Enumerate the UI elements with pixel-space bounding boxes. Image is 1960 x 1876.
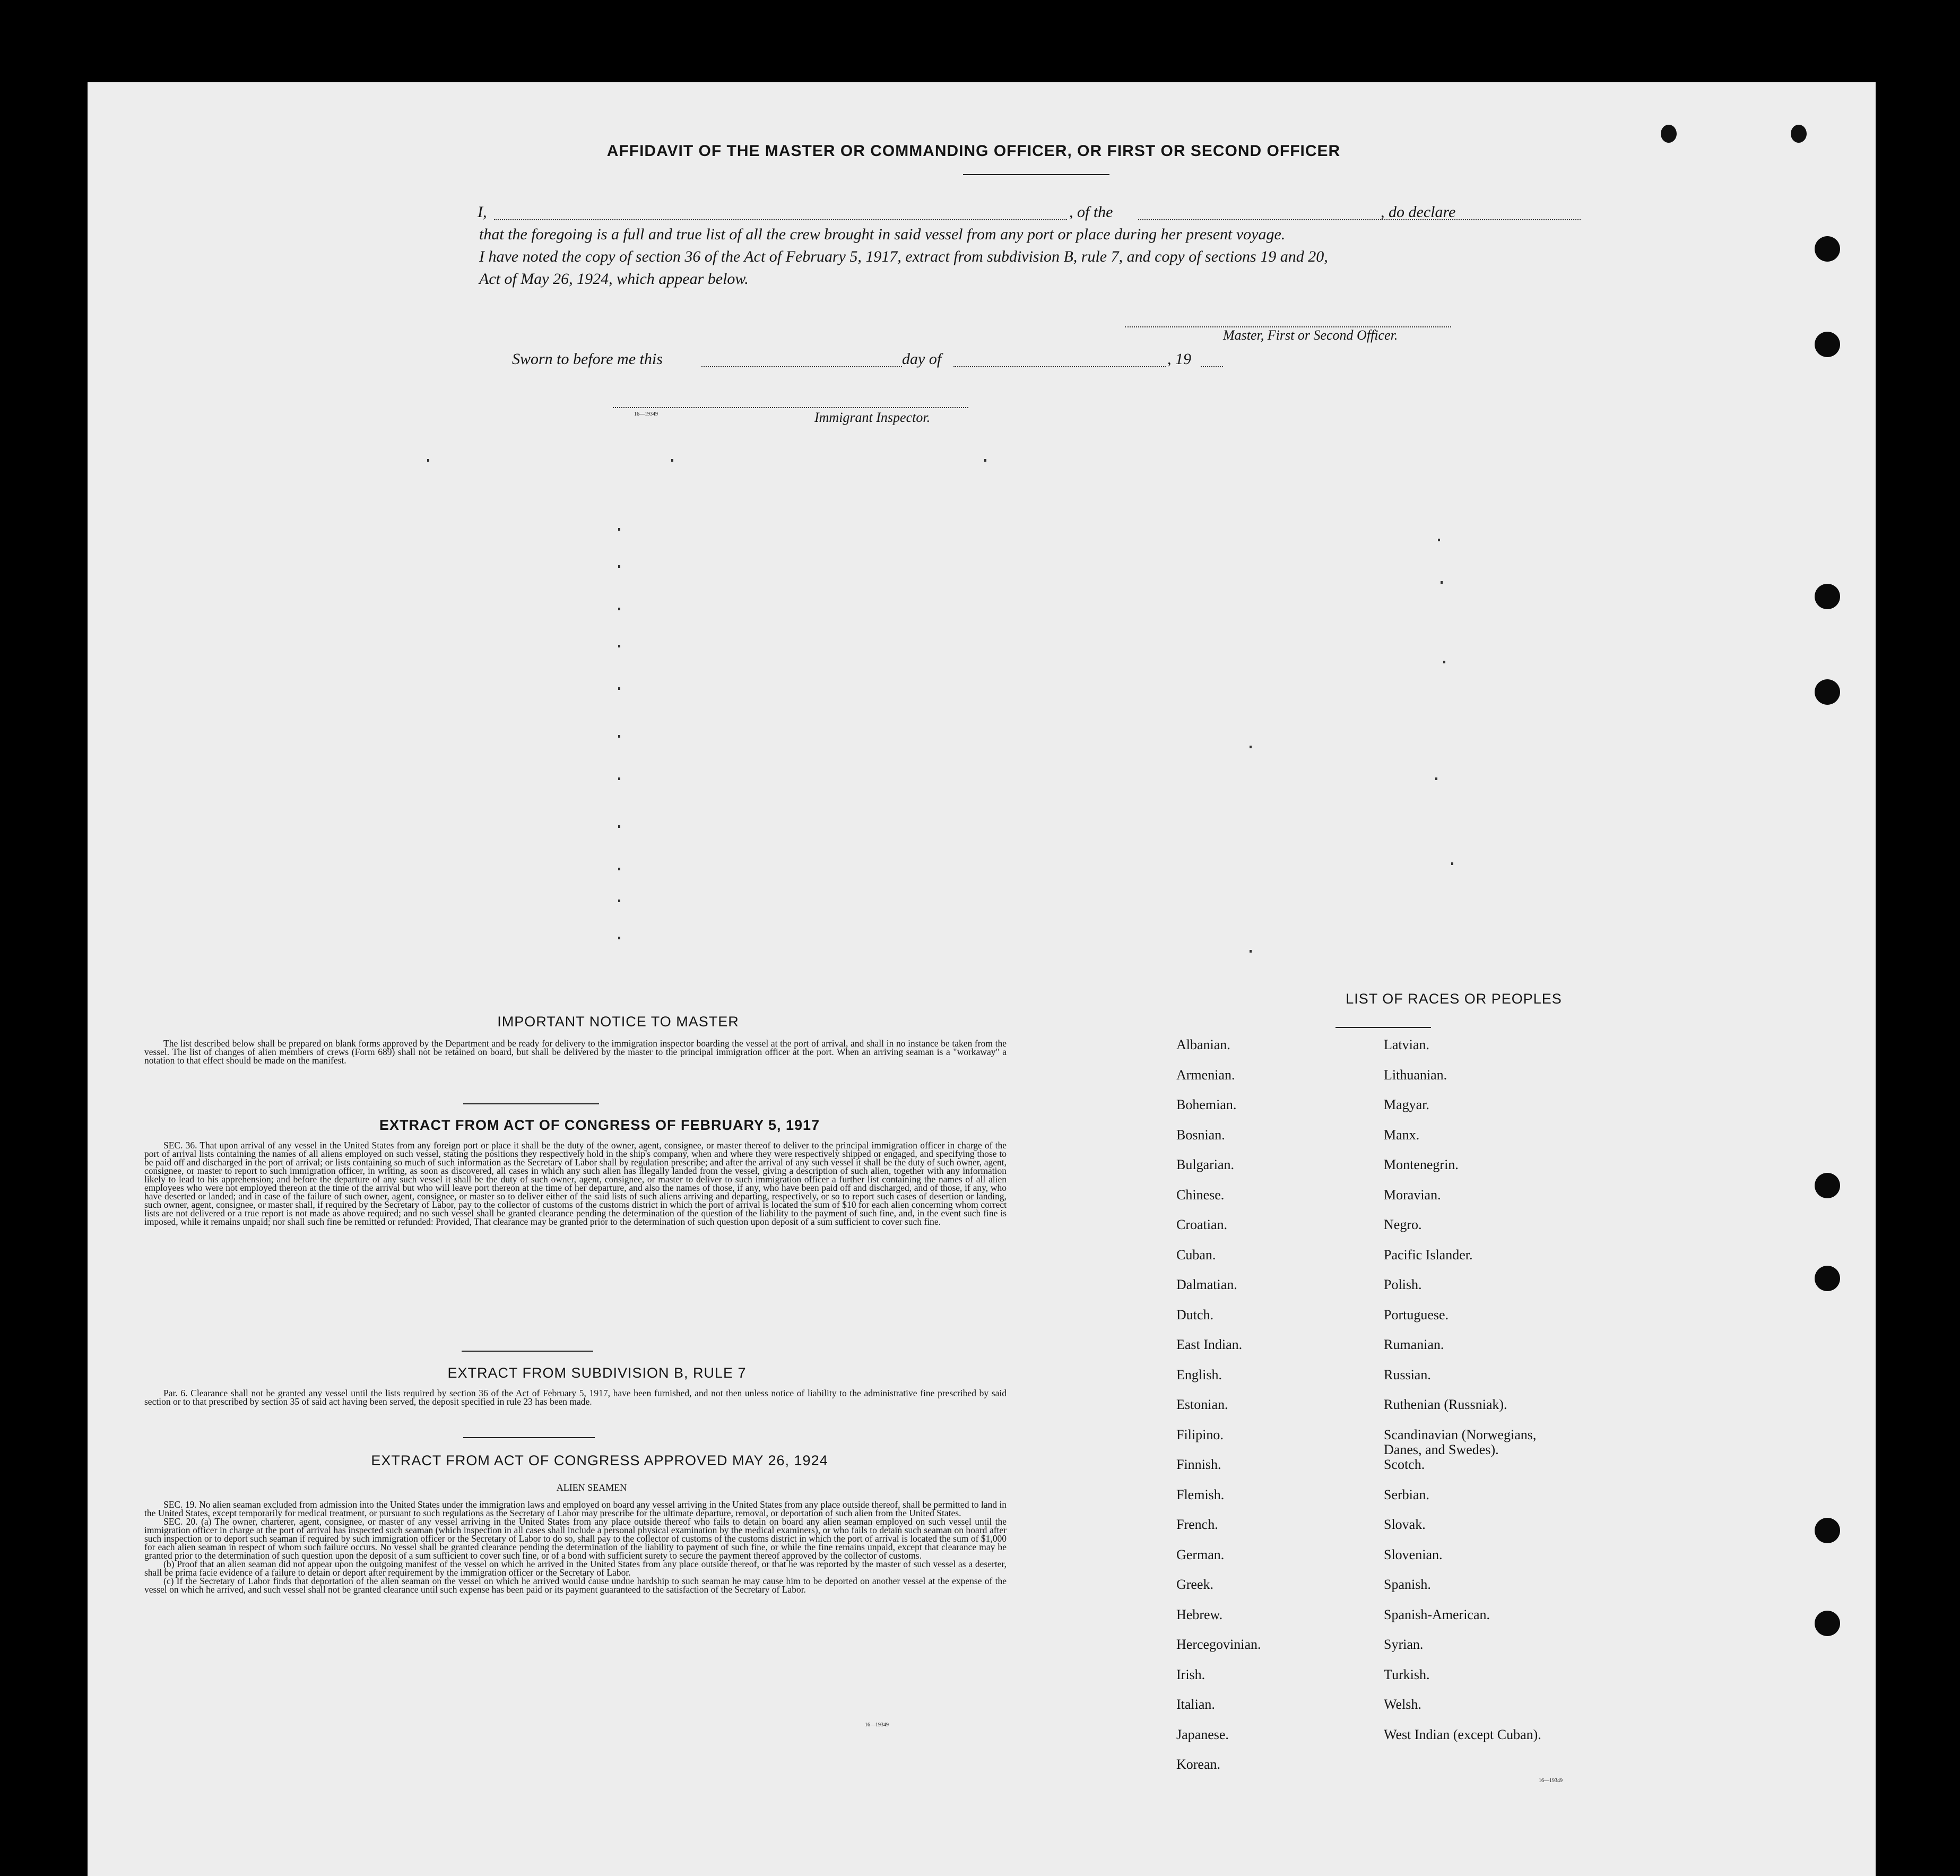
race-item: Armenian. [1176,1067,1235,1083]
day-of-label: day of [902,350,942,368]
declarant-name-field[interactable] [494,219,1067,220]
race-item: Hebrew. [1176,1606,1223,1622]
race-item: Bosnian. [1176,1127,1225,1143]
race-item: French. [1176,1517,1218,1532]
extract-rule7-title: EXTRACT FROM SUBDIVISION B, RULE 7 [447,1365,747,1381]
race-item: Croatian. [1176,1217,1228,1232]
race-item: Scotch. [1384,1457,1425,1472]
race-item: Russian. [1384,1367,1431,1382]
race-item: Estonian. [1176,1397,1228,1412]
binder-hole [1815,584,1840,609]
extract-1924-text [144,1500,1007,1594]
punch-mark [1791,125,1807,143]
race-item: Greek. [1176,1577,1214,1592]
notice-title: IMPORTANT NOTICE TO MASTER [497,1014,739,1030]
punch-mark [1661,125,1677,143]
race-item: Bohemian. [1176,1097,1237,1112]
race-item: Polish. [1384,1277,1422,1292]
race-item: Moravian. [1384,1187,1441,1203]
extract-rule7-rule [463,1437,595,1438]
declaration-line-4: Act of May 26, 1924, which appear below. [479,270,749,288]
race-item: Lithuanian. [1384,1067,1447,1083]
race-item: Hercegovinian. [1176,1637,1261,1652]
races-title: LIST OF RACES OR PEOPLES [1346,991,1562,1007]
race-item: Japanese. [1176,1726,1229,1742]
binder-hole [1815,1266,1840,1291]
races-right-column [1384,1038,1607,1757]
race-item: Bulgarian. [1176,1157,1235,1172]
inspector-signature-line[interactable] [613,407,968,408]
races-left-column [1176,1038,1367,1787]
race-item: Negro. [1384,1217,1422,1232]
declaration-line-2: that the foregoing is a full and true list of all the crew brought in said vessel from any port or place during her present voyage. [479,226,1286,243]
race-item: Flemish. [1176,1486,1225,1502]
binder-hole [1815,1173,1840,1198]
document-sheet [88,82,1876,1876]
extract-1924-title: EXTRACT FROM ACT OF CONGRESS APPROVED MAY 26, 1924 [371,1453,828,1468]
notice-rule [463,1103,599,1104]
race-item: Pacific Islander. [1384,1247,1473,1263]
sworn-label: Sworn to before me this [512,350,663,368]
race-item: Portuguese. [1384,1307,1449,1322]
section-36-paragraph: SEC. 36. That upon arrival of any vessel in the United States from any foreign port or place it shall be the duty of the owner, agent, consignee, or master thereof to deliver to the principal immigration officer in charge of the port of arrival lists containing the names of all aliens employed on such vessel, stating the positions they respectively hold in the ship's company, when and where they were respectively shipped or engaged, and specifying those to be paid off and discharged in the port of arrival; or lists containing so much of such information as the Secretary of Labor shall by regulation prescribe; and after the arrival of any such vessel it shall be the duty of such owner, agent, consignee, or master to report to such immigration officer, in writing, as soon as discovered, all cases in which any such alien has illegally landed from the vessel, giving a description of such alien, together with any information likely to lead to his apprehension; and before the departure of any such vessel it shall be the duty of such owner, agent, consignee, or master to deliver to such immigration officer a further list containing the names of all alien employees who were not employed thereon at the time of the arrival but who will leave port thereon at the time of her departure, and also the names of those, if any, who have been paid off and discharged, and of those, if any, who have deserted or landed; and in case of the failure of such owner, agent, consignee, or master so to deliver either of the said lists of such aliens arriving and departing, respectively, or so to report such cases of desertion or landing, such owner, agent, consignee, or master shall, if required by the Secretary of Labor, pay to the collector of customs of the customs district in which the port of arrival is located the sum of $10 for each alien concerning whom correct lists are not delivered or a true report is not made as above required; and no such vessel shall be granted clearance pending the determination of the question of the liability to the payment of such fine, and, in the event such fine is imposed, while it remains unpaid; nor shall such fine be remitted or refunded: Provided, That clearance may be granted prior to the determination of such question upon deposit of a sum sufficient to cover such fine. [144,1140,1007,1227]
race-item: Welsh. [1384,1697,1421,1712]
notice-paragraph: The list described below shall be prepared on blank forms approved by the Department and be ready for delivery to the immigration inspector boarding the vessel at the port of arrival, and shall in no instance be taken from the vessel. The list of changes of alien members of crews (Form 689) shall not be retained on board, but shall be delivered by the master to the principal immigration officer at the port. When an arriving seaman is a "workaway" a notation to that effect should be made on the manifest. [144,1038,1007,1066]
race-item: Albanian. [1176,1037,1230,1052]
declarant-prefix: I, [478,203,487,221]
race-item: Turkish. [1384,1666,1430,1682]
race-item: Slovenian. [1384,1546,1443,1562]
vessel-name-field-line[interactable] [1138,219,1581,220]
year-label: , 19 [1167,350,1191,368]
par-6-paragraph: Par. 6. Clearance shall not be granted any vessel until the lists required by section 36 of the Act of February 5, 1917, have been furnished, and not then unless notice of liability to the administrative fine prescribed by said section or to that prescribed by section 35 of said act having been served, the deposit specified in rule 23 has been made. [144,1388,1007,1407]
binder-hole [1815,236,1840,262]
declaration-line-3: I have noted the copy of section 36 of the Act of February 5, 1917, extract from subdivision B, rule 7, and copy of sections 19 and 20, [479,248,1328,265]
race-item: Korean. [1176,1757,1221,1772]
race-item: East Indian. [1176,1337,1243,1352]
inspector-label: Immigrant Inspector. [814,410,931,425]
section-20a-paragraph: SEC. 20. (a) The owner, charterer, agent, consignee, or master of any vessel arriving in the United States from any place outside thereof who fails to detain on board any alien seaman employed on such vessel until the immigration officer in charge at the port of arrival has inspected such seaman (which inspection in all cases shall include a personal physical examination by the medical examiners), or who fails to detain such seaman on board after such inspection or to deport such seaman if required by such immigration officer or the Secretary of Labor to do so, shall pay to the collector of customs of the customs district in which the port of arrival is located the sum of $1,000 for each alien seaman in respect of whom such failure occurs. No vessel shall be granted clearance pending the determination of the liability to payment of such fine, or while the fine remains unpaid, except that clearance may be granted prior to the determination of such question upon the deposit of a sum sufficient to cover such fine, or of a bond with sufficient surety to secure the payment thereof approved by the collector of customs. [144,1516,1007,1561]
race-item: Magyar. [1384,1097,1429,1112]
sworn-month-field[interactable] [953,366,1166,367]
section-20c-paragraph: (c) If the Secretary of Labor finds that deportation of the alien seaman on the vessel on which he arrived would cause undue hardship to such seaman he may cause him to be deported on another vessel at the expense of the vessel on which he arrived, and such vessel shall not be granted clearance until such expense has been paid or its payment guaranteed to the satisfaction of the Secretary of Labor. [144,1576,1007,1595]
sworn-day-field[interactable] [701,366,902,367]
race-item: Syrian. [1384,1637,1424,1652]
race-item: Scandinavian (Norwegians, Danes, and Swedes). [1384,1427,1537,1457]
sworn-year-field[interactable] [1201,366,1223,367]
binder-hole [1815,1518,1840,1543]
alien-seamen-subtitle: ALIEN SEAMEN [556,1482,627,1493]
master-signature-label: Master, First or Second Officer. [1223,327,1398,343]
race-item: Chinese. [1176,1187,1225,1203]
notice-text [144,1039,1007,1065]
race-item: Slovak. [1384,1517,1426,1532]
race-item: Dalmatian. [1176,1277,1237,1292]
extract-1917-title: EXTRACT FROM ACT OF CONGRESS OF FEBRUARY 5, 1917 [379,1117,820,1133]
do-declare-label: , do declare [1381,203,1456,221]
binder-hole [1815,1611,1840,1636]
race-item: German. [1176,1546,1225,1562]
binder-hole [1815,332,1840,357]
race-item: English. [1176,1367,1222,1382]
race-item: Spanish. [1384,1577,1431,1592]
race-item: Ruthenian (Russniak). [1384,1397,1507,1412]
form-number-bottom-right: 16—19349 [1539,1778,1563,1784]
section-20b-paragraph: (b) Proof that an alien seaman did not appear upon the outgoing manifest of the vessel on which he arrived in the United States from any place outside thereof, or that he was reported by the master of such vessel as a deserter, shall be prima facie evidence of a failure to detain or deport after requirement by the immigration officer or the Secretary of Labor. [144,1559,1007,1578]
race-item: Dutch. [1176,1307,1214,1322]
title-rule [963,174,1109,175]
race-item: Latvian. [1384,1037,1429,1052]
extract-1917-rule [462,1351,593,1352]
race-item: Montenegrin. [1384,1157,1459,1172]
binder-hole [1815,679,1840,705]
race-item: Manx. [1384,1127,1420,1143]
race-item: Rumanian. [1384,1337,1444,1352]
race-item: Serbian. [1384,1486,1429,1502]
race-item: Spanish-American. [1384,1606,1490,1622]
race-item: Cuban. [1176,1247,1216,1263]
race-item: Finnish. [1176,1457,1221,1472]
extract-1917-text [144,1141,1007,1226]
of-the-label: , of the [1069,203,1113,221]
race-item: Filipino. [1176,1427,1224,1442]
extract-rule7-text [144,1389,1007,1406]
races-rule [1335,1027,1431,1028]
affidavit-title: AFFIDAVIT OF THE MASTER OR COMMANDING OFFICER, OR FIRST OR SECOND OFFICER [606,142,1341,160]
form-number-bottom-left: 16—19349 [865,1722,889,1728]
section-19-paragraph: SEC. 19. No alien seaman excluded from admission into the United States under the immigration laws and employed on board any vessel arriving in the United States from any place outside thereof, shall be permitted to land in the United States, except temporarily for medical treatment, or pursuant to such regulations as the Secretary of Labor may prescribe for the ultimate departure, removal, or deportation of such alien from the United States. [144,1499,1007,1518]
race-item: Italian. [1176,1697,1215,1712]
race-item: Irish. [1176,1666,1206,1682]
form-number-top: 16—19349 [634,411,658,417]
race-item: West Indian (except Cuban). [1384,1726,1541,1742]
